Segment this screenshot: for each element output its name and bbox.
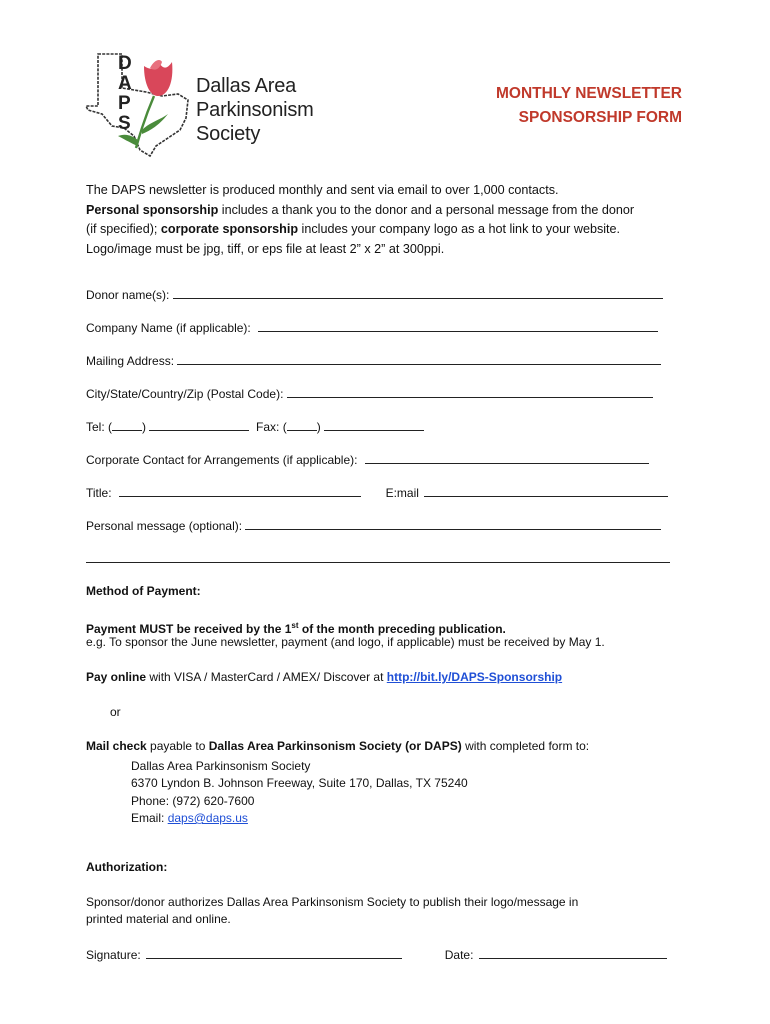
personal-message-label: Personal message (optional): [86, 519, 243, 533]
method-of-payment-heading: Method of Payment: [86, 584, 201, 598]
mail-check-line [86, 738, 589, 755]
date-input[interactable] [479, 946, 667, 959]
pay-online-label: Pay online [86, 670, 147, 684]
email-label: E:mail [385, 486, 419, 500]
address-line-1: Dallas Area Parkinsonism Society [131, 759, 311, 773]
company-name-label: Company Name (if applicable): [86, 321, 251, 335]
pay-online-text: with VISA / MasterCard / AMEX/ Discover at [146, 670, 387, 684]
fax-close: ) [316, 420, 321, 434]
authorization-heading: Authorization: [86, 860, 168, 874]
donor-name-label: Donor name(s): [86, 288, 170, 302]
personal-sponsorship-label: Personal sponsorship [86, 202, 219, 217]
payment-example: e.g. To sponsor the June newsletter, payment (and logo, if applicable) must be received by May 1. [86, 635, 605, 649]
company-name-row [86, 319, 658, 335]
donor-name-row [86, 286, 663, 302]
payment-deadline-b: of the month preceding publication. [298, 622, 506, 636]
tel-number-input[interactable] [149, 418, 249, 431]
intro-line-2 [86, 201, 696, 221]
personal-sponsorship-text: includes a thank you to the donor and a personal message from the donor [218, 202, 635, 217]
city-label: City/State/Country/Zip (Postal Code): [86, 387, 284, 401]
mailing-address-label: Mailing Address: [86, 354, 175, 368]
date-label: Date: [444, 948, 474, 962]
daps-logo [84, 50, 354, 160]
logo-org-name [196, 74, 314, 146]
corporate-sponsorship-text: includes your company logo as a hot link to your website. [298, 222, 621, 236]
signature-label: Signature: [86, 948, 141, 962]
logo-name-line-3: Society [196, 123, 261, 145]
company-name-input[interactable] [258, 319, 658, 332]
address-line-2: 6370 Lyndon B. Johnson Freeway, Suite 170, Dallas, TX 75240 [131, 776, 468, 790]
fax-area-code-input[interactable] [287, 418, 317, 431]
fax-number-input[interactable] [324, 418, 424, 431]
city-input[interactable] [287, 385, 653, 398]
mailing-address-row [86, 352, 661, 368]
signature-input[interactable] [146, 946, 402, 959]
intro-line-4: Logo/image must be jpg, tiff, or eps file at least 2” x 2” at 300ppi. [86, 241, 445, 256]
tel-area-code-input[interactable] [112, 418, 142, 431]
title-email-row [86, 484, 668, 500]
logo-letter-p: P [118, 93, 131, 114]
intro-line-3 [86, 220, 696, 240]
mailing-address-input[interactable] [177, 352, 661, 365]
title-label: Title: [86, 486, 112, 500]
city-row [86, 385, 653, 401]
tel-fax-row [86, 418, 424, 434]
email-label-text: Email: [131, 811, 168, 825]
authorization-line-2: printed material and online. [86, 912, 231, 926]
logo-name-line-2: Parkinsonism [196, 99, 314, 121]
logo-name-line-1: Dallas Area [196, 75, 297, 97]
title-input[interactable] [119, 484, 361, 497]
personal-message-row [86, 517, 661, 533]
personal-message-input-line-2[interactable] [86, 550, 670, 563]
mail-check-payee: Dallas Area Parkinsonism Society (or DAPS) [208, 739, 462, 753]
logo-letter-s: S [118, 113, 131, 134]
mail-check-mid: payable to [146, 739, 209, 753]
corporate-sponsorship-label: corporate sponsorship [160, 222, 299, 236]
form-title [496, 82, 682, 130]
pay-online-link[interactable]: http://bit.ly/DAPS-Sponsorship [386, 670, 563, 684]
personal-message-row-2 [86, 550, 670, 566]
pay-online-line [86, 669, 562, 686]
daps-email-link[interactable]: daps@daps.us [167, 811, 248, 825]
intro-line-3-start: (if specified); [86, 222, 161, 236]
fax-label: Fax: ( [256, 420, 287, 434]
authorization-line-1: Sponsor/donor authorizes Dallas Area Parkinsonism Society to publish their logo/message in [86, 895, 579, 909]
email-input[interactable] [424, 484, 668, 497]
tel-label: Tel: ( [86, 420, 113, 434]
intro-line-1: The DAPS newsletter is produced monthly and sent via email to over 1,000 contacts. [86, 183, 559, 197]
intro-paragraph [86, 181, 696, 259]
tel-close: ) [142, 420, 147, 434]
signature-date-row [86, 946, 667, 962]
payment-deadline-a: Payment MUST be received by the 1 [86, 622, 292, 636]
address-phone: Phone: (972) 620-7600 [131, 794, 255, 808]
corporate-contact-label: Corporate Contact for Arrangements (if applicable): [86, 453, 358, 467]
form-title-line-1: MONTHLY NEWSLETTER [495, 85, 682, 102]
personal-message-input[interactable] [245, 517, 661, 530]
donor-name-input[interactable] [173, 286, 663, 299]
mail-check-rest: with completed form to: [461, 739, 590, 753]
or-separator: or [110, 705, 121, 719]
daps-acronym [118, 54, 132, 134]
logo-letter-a: A [118, 73, 132, 94]
logo-letter-d: D [118, 53, 132, 74]
corporate-contact-input[interactable] [365, 451, 649, 464]
mail-check-label: Mail check [86, 739, 147, 753]
form-title-line-2: SPONSORSHIP FORM [518, 109, 682, 126]
corporate-contact-row [86, 451, 649, 467]
payment-deadline-sup: st [291, 621, 299, 630]
address-email-line [131, 810, 248, 827]
